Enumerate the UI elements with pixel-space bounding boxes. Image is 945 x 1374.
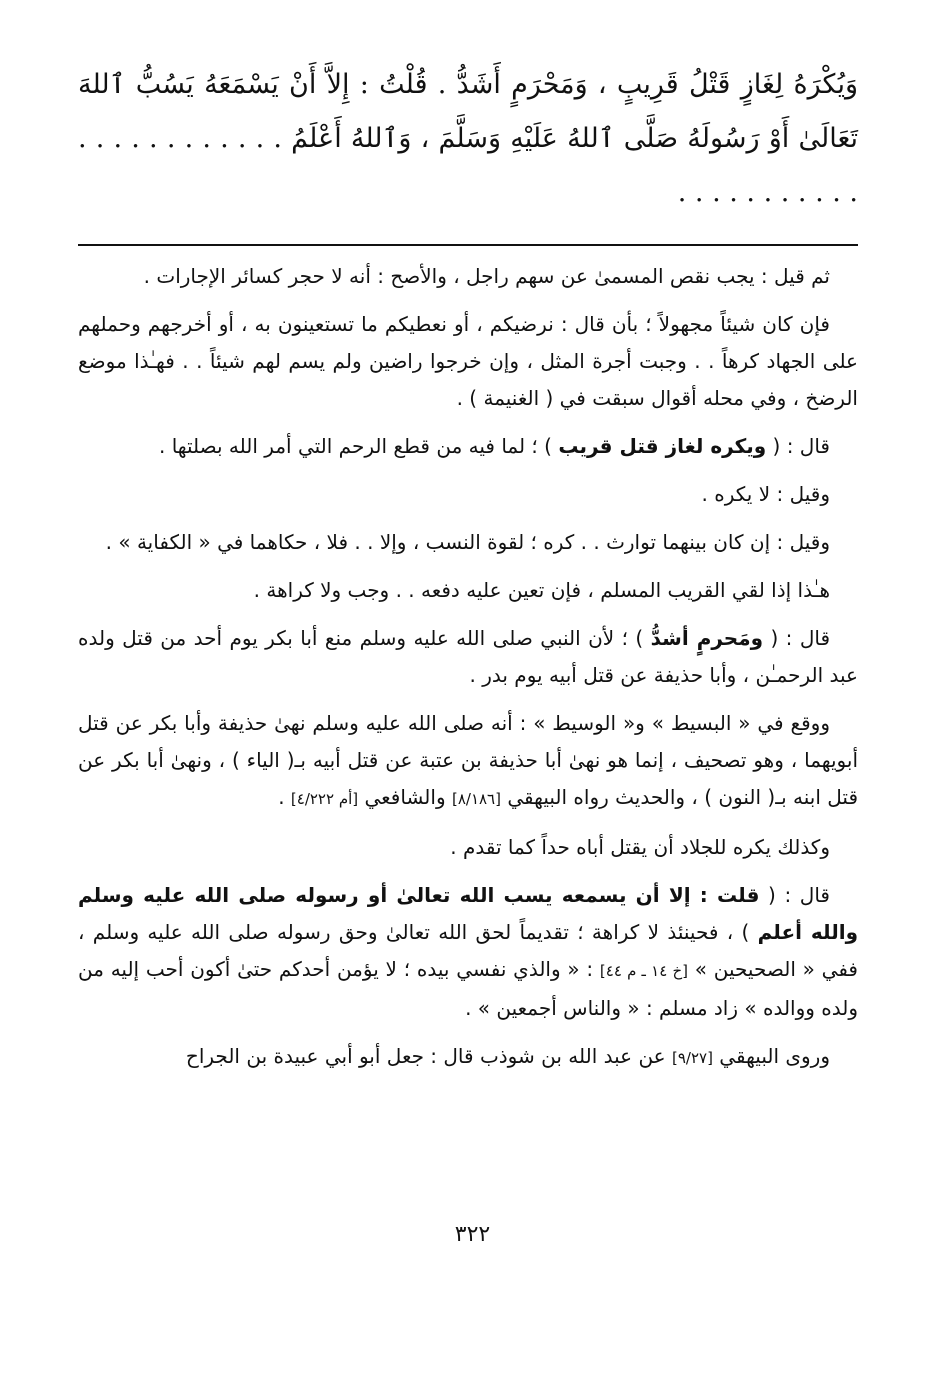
source-reference: [٩/٢٧]: [671, 1049, 713, 1067]
paragraph-6: هـٰذا إذا لقي القريب المسلم ، فإن تعين عليه دفعه . . وجب ولا كراهة .: [253, 578, 830, 602]
paragraph-7: قال : ( ومَحرمٍ أشدُّ ) ؛ لأن النبي صلى الله عليه وسلم منع أبا بكر يوم أحد من قتل ولده عبد الرحمـٰن ، وأبا حذيفة عن قتل أبيه يوم بدر .: [78, 626, 858, 687]
source-reference: [أم ٤/٢٢٢]: [290, 790, 359, 808]
commentary: [78, 258, 858, 1077]
page-body: [78, 58, 858, 1088]
paragraph-2: فإن كان شيئاً مجهولاً ؛ بأن قال : نرضيكم ، أو نعطيكم ما تستعينون به ، أو أخرجهم وحملهم على الجهاد كرهاً . . وجبت أجرة المثل ، وإن خرجوا راضين ولم يسم لهم شيئاً . . فهـٰذا موضع الرضخ ، وفي محله أقوال سبقت في ( الغنيمة ) .: [78, 312, 858, 410]
quoted-matn: ومَحرمٍ أشدُّ: [650, 626, 764, 650]
paragraph-5: وقيل : إن كان بينهما توارث . . كره ؛ لقوة النسب ، وإلا . . فلا ، حكاهما في « الكفاية » .: [105, 530, 830, 554]
paragraph-4: وقيل : لا يكره .: [701, 482, 830, 506]
paragraph-9: وكذلك يكره للجلاد أن يقتل أباه حداً كما تقدم .: [450, 835, 830, 859]
paragraph-10: قال : ( قلت : إلا أن يسمعه يسب الله تعالىٰ أو رسوله صلى الله عليه وسلم والله أعلم ) ، فحينئذ لا كراهة ؛ تقديماً لحق الله تعالىٰ وحق رسوله صلى الله عليه وسلم ، ففي « الصحيحين » [خ ١٤ ـ م ٤٤] : « والذي نفسي بيده ؛ لا يؤمن أحدكم حتىٰ أكون أحب إليه من ولده ووالده » زاد مسلم : « والناس أجمعين » .: [78, 883, 858, 1020]
source-reference: [خ ١٤ ـ م ٤٤]: [599, 962, 688, 980]
paragraph-3: قال : ( ويكره لغاز قتل قريب ) ؛ لما فيه من قطع الرحم التي أمر الله بصلتها .: [158, 434, 830, 458]
matn-text: وَيُكْرَهُ لِغَازٍ قَتْلُ قَرِيبٍ ، وَمَحْرَمٍ أَشَدُّ . قُلْتُ : إِلاَّ أَنْ يَسْمَعَهُ يَسُبُّ ٱللهَ تَعَالَىٰ أَوْ رَسُولَهُ صَلَّى ٱللهُ عَلَيْهِ وَسَلَّمَ ، وَٱللهُ أَعْلَمُ . . . . . . . . . . . . . . . . . . . . . . .: [78, 69, 858, 208]
quoted-matn: ويكره لغاز قتل قريب: [558, 434, 767, 458]
paragraph-1: ثم قيل : يجب نقص المسمىٰ عن سهم راجل ، والأصح : أنه لا حجر كسائر الإجارات .: [143, 264, 830, 288]
page-number: ٣٢٢: [454, 1222, 491, 1247]
paragraph-8: ووقع في « البسيط » و« الوسيط » : أنه صلى الله عليه وسلم نهىٰ حذيفة وأبا بكر عن قتل أبويهما ، وهو تصحيف ، إنما هو نهىٰ أبا حذيفة بن عتبة عن قتل أبيه بـ( الياء ) ، ونهىٰ أبا بكر عن قتل ابنه بـ( النون ) ، والحديث رواه البيهقي [٨/١٨٦] والشافعي [أم ٤/٢٢٢] .: [78, 711, 858, 809]
source-reference: [٨/١٨٦]: [451, 790, 501, 808]
quoted-matn: قلت : إلا أن يسمعه يسب الله تعالىٰ أو رسوله صلى الله عليه وسلم والله أعلم: [78, 883, 858, 944]
separator-rule: [78, 244, 858, 246]
paragraph-11: وروى البيهقي [٩/٢٧] عن عبد الله بن شوذب قال : جعل أبو أبي عبيدة بن الجراح: [185, 1044, 830, 1068]
